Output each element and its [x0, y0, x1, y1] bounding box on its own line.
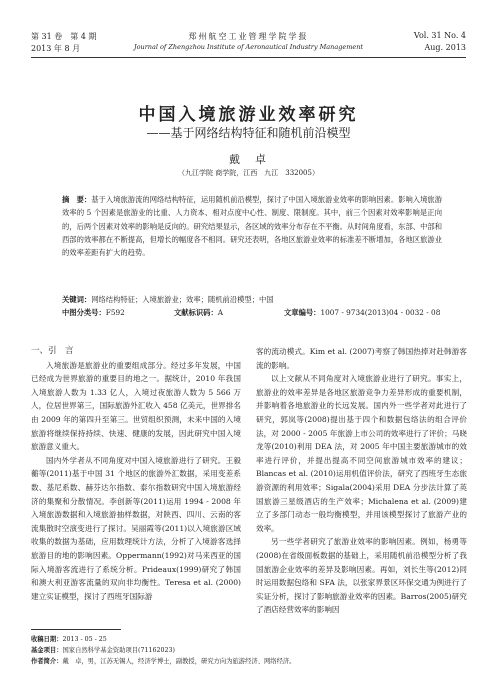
- left-column: [31, 345, 241, 603]
- paragraph: 另一些学者研究了旅游业效率的影响因素。例如，杨勇等(2008)在省级面板数据的基础上，采用随机前沿模型分析了我国旅游企业效率的差异及影响因素。再如，刘长生等(2012)同时运用数据包络和 SFA 法，以张家界景区环保交通为例进行了实证分析，探讨了影响旅游业效率的因素。Barros(2005)研究了酒店经营效率的影响因: [256, 537, 467, 615]
- clc-label: 中图分类号：: [62, 308, 106, 317]
- paper-title: 中国入境旅游业效率研究: [138, 105, 359, 125]
- footnote-author: [31, 656, 295, 665]
- header-rule: [31, 57, 466, 58]
- journal-name-en: Journal of Zhengzhou Institute of Aeronautical Industry Management: [133, 43, 364, 51]
- right-column: [256, 345, 467, 617]
- id-value: 1007 - 9734(2013)04 - 0032 - 08: [320, 308, 441, 317]
- fund-text: 国家自然科学基金资助项目(71162023): [62, 647, 176, 654]
- author-affiliation: （九江学院 商学院，江西 九江 332005）: [178, 169, 319, 177]
- volume-issue-en: Vol. 31 No. 4: [413, 31, 466, 40]
- paragraph: 入境旅游是旅游业的重要组成部分。经过多年发展，中国已经成为世界旅游的重要目的地之一。据统计，2010 年我国入境旅游人数为 1.33 亿人，入境过夜旅游人数为 5 566 万人，位居世界第三，国际旅游外汇收入 458 亿美元，世界排名由 2009 年的第四升至第三。世贸组织预测，未来中国的入境旅游将继续保持持续、快速、健康的发展，因此研究中国入境旅游意义重大。: [31, 360, 241, 452]
- id-label: 文章编号：: [284, 308, 321, 317]
- clc-value: F592: [105, 308, 125, 317]
- issue-date: 2013 年 8 月: [31, 44, 81, 53]
- footnote-received: [31, 634, 107, 643]
- keywords: [62, 295, 442, 305]
- author-name: 戴 卓: [229, 153, 268, 166]
- paragraph-continued: 客的流动模式。Kim et al. (2007)考察了韩国热捧对赴韩游客流的影响。: [256, 347, 467, 370]
- paragraph: 以上文献从不同角度对入境旅游业进行了研究。事实上，旅游业的效率差异是各地区旅游竞争力差异形成的重要机制，并影响着各地旅游业的长远发展。国内外一些学者对此进行了研究，郭岚等(2008)提出基于四个和数据包络法的组合评价法，对 2000 - 2005 年旅游上市公司的效率进行了评价；马晓龙等(2010)利用 DEA 法，对 2005 年中国主要旅游城市的效率进行评价，并提出提高不同空间旅游城市效率的建议；Blancas et al. (2010)运用机值评价法，研究了西班牙生态旅游资源的利用效率；Sigala(2004)采用 DEA 分步法计算了英国旅游三星级酒店的生产效率；Michalena et al. (2009)建立了多部门动态一般均衡模型，并用该模型探讨了旅游产业的效率。: [256, 374, 467, 533]
- section-heading: 一、引 言: [31, 346, 74, 356]
- abstract: [62, 193, 442, 259]
- doc-code: [174, 308, 223, 318]
- abstract-label: 摘 要：: [62, 195, 92, 204]
- doc-value: A: [217, 308, 224, 317]
- footnote-rule: [31, 629, 121, 630]
- doc-label: 文献标识码：: [174, 308, 218, 317]
- abstract-text: 基于入境旅游流的网络结构特征，运用随机前沿模型，探讨了中国入境旅游业效率的影响因素。影响入境旅游效率的 5 个因素是旅游业的比重、人力资本、相对点度中心性、制度、限制度。其中，前三个因素对效率影响是正向的，后两个因素对效率的影响是反向的。研究结果显示，各区域的效率分布存在不平衡。从时间角度看，东部、中部和西部的效率都在不断提高，但增长的幅度各不相同。研究还表明，各地区旅游业效率的标准差不断增加，各地区旅游业的效率差距有扩大的趋势。: [62, 195, 442, 258]
- author-bio-label: 作者简介：: [31, 658, 63, 665]
- keywords-label: 关键词：: [62, 295, 92, 304]
- received-date: 2013 - 05 - 25: [62, 636, 107, 643]
- keywords-text: 网络结构特征；入境旅游业；效率；随机前沿模型；中国: [91, 295, 274, 304]
- footnote-fund: [31, 645, 175, 654]
- issue-date-en: Aug. 2013: [424, 43, 466, 52]
- paragraph: 国内外学者从不同角度对中国入境旅游进行了研究。王毅蘅等(2011)基于中国 31 个地区的旅游外汇数据，采用变差系数、基尼系数、赫芬达尔指数、泰尔指数研究中国入境旅游经济的集聚和分散情况。李创新等(2011)运用 1994 - 2008 年入境旅游数据和入境旅游抽样数据，对陕西、四川、云南的客流集散时空演变进行了探讨。吴丽霞等(2011)以入境旅游区域收集的数据为基础，应用数理统计方法，分析了入境游客选择旅游目的地的影响因素。Oppermann(1992)对马来西亚的国际入境游客流进行了系统分析。Prideaux(1999)研究了韩国和澳大利亚游客流量的双向非均衡性。Teresa et al. (2000)建立实证模型，探讨了西班牙国际游: [31, 455, 241, 601]
- article-id: [284, 308, 440, 318]
- received-label: 收稿日期：: [31, 636, 63, 643]
- journal-name-cn: 郑州航空工业管理学院学报: [188, 32, 309, 41]
- paper-subtitle: ——基于网络结构特征和随机前沿模型: [146, 126, 351, 140]
- volume-issue: 第 31 卷 第 4 期: [31, 32, 97, 41]
- clc-code: [62, 308, 125, 318]
- author-bio-text: 戴 卓，男，江苏无锡人，经济学博士，副教授，研究方向为旅游经济、网络经济。: [62, 658, 296, 665]
- fund-label: 基金项目：: [31, 647, 63, 654]
